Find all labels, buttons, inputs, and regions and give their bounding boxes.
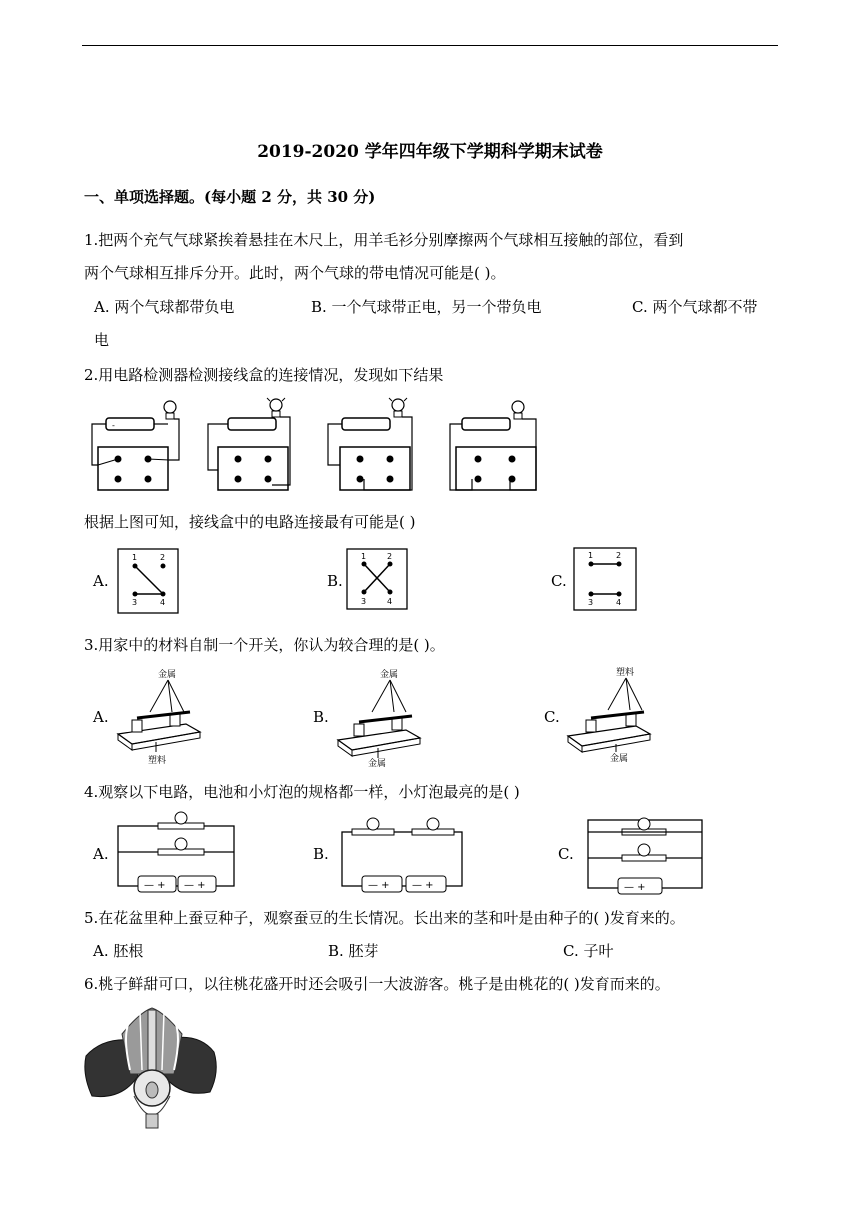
- q1-stem-line1: 1.把两个充气气球紧挨着悬挂在木尺上，用羊毛衫分别摩擦两个气球相互接触的部位，看到: [84, 231, 684, 249]
- svg-text:— +: — +: [624, 882, 646, 893]
- q3-b-top-label: 金属: [380, 670, 399, 680]
- q3-a-top-label: 金属: [158, 670, 177, 680]
- q2-option-c[interactable]: C.: [551, 572, 567, 590]
- svg-text:— +: — +: [412, 880, 434, 891]
- q2-option-a[interactable]: A.: [93, 572, 109, 590]
- tester-panel-4: [450, 401, 536, 490]
- q1-option-b[interactable]: B. 一个气球带正电，另一个带负电: [311, 298, 542, 316]
- terminal-4: 4: [160, 598, 166, 607]
- q2-option-b-box: [346, 548, 408, 610]
- q5-option-c[interactable]: C. 子叶: [563, 942, 614, 960]
- q3-option-b[interactable]: B.: [313, 708, 329, 726]
- q4-stem: 4.观察以下电路，电池和小灯泡的规格都一样，小灯泡最亮的是( ): [84, 783, 520, 801]
- q2-option-a-box: [117, 548, 179, 614]
- terminal-2: 2: [387, 552, 393, 561]
- peach-flower-diagram: [82, 1004, 222, 1129]
- section-heading: 一、单项选择题。(每小题 2 分，共 30 分): [84, 188, 376, 206]
- q3-a-bottom-label: 塑料: [148, 756, 167, 766]
- q1-option-a[interactable]: A. 两个气球都带负电: [94, 298, 235, 316]
- q3-switch-c: [564, 664, 664, 764]
- terminal-2: 2: [160, 553, 166, 562]
- q3-b-bottom-label: 金属: [368, 759, 387, 769]
- q6-stem: 6.桃子鲜甜可口，以往桃花盛开时还会吸引一大波游客。桃子是由桃花的( )发育而来的。: [84, 975, 670, 993]
- q2-option-b[interactable]: B.: [327, 572, 343, 590]
- q3-switch-a: [110, 666, 210, 766]
- terminal-1: 1: [361, 552, 367, 561]
- terminal-4: 4: [616, 598, 622, 607]
- q5-option-b[interactable]: B. 胚芽: [328, 942, 379, 960]
- q2-tester-figures: [84, 395, 554, 495]
- q3-stem: 3.用家中的材料自制一个开关，你认为较合理的是( )。: [84, 636, 445, 654]
- terminal-3: 3: [588, 598, 594, 607]
- tester-panel-2: [208, 398, 290, 490]
- q4-circuit-c: [586, 812, 706, 892]
- page-title: 2019-2020 学年四年级下学期科学期末试卷: [257, 142, 603, 162]
- q4-circuit-a: [116, 812, 240, 892]
- q1-stem-line2: 两个气球相互排斥分开。此时，两个气球的带电情况可能是( )。: [84, 264, 506, 282]
- q4-circuit-b: [340, 812, 466, 892]
- q3-c-top-label: 塑料: [616, 668, 635, 678]
- q5-stem: 5.在花盆里种上蚕豆种子，观察蚕豆的生长情况。长出来的茎和叶是由种子的( )发育来的。: [84, 909, 685, 927]
- svg-text:-: -: [112, 421, 115, 430]
- tester-panel-3: [328, 398, 412, 490]
- q3-c-bottom-label: 金属: [610, 754, 629, 764]
- q4-option-b[interactable]: B.: [313, 845, 329, 863]
- q1-option-c[interactable]: C. 两个气球都不带: [632, 298, 758, 316]
- q2-follow-question: 根据上图可知，接线盒中的电路连接最有可能是( ): [84, 513, 416, 531]
- q4-option-c[interactable]: C.: [558, 845, 574, 863]
- header-rule: [82, 45, 778, 46]
- terminal-2: 2: [616, 551, 622, 560]
- q1-option-c-continued: 电: [94, 331, 110, 349]
- svg-text:— +: — +: [184, 880, 206, 891]
- terminal-1: 1: [132, 553, 138, 562]
- terminal-1: 1: [588, 551, 594, 560]
- tester-panel-1: [92, 401, 179, 490]
- terminal-3: 3: [361, 597, 367, 606]
- svg-text:— +: — +: [144, 880, 166, 891]
- q5-option-a[interactable]: A. 胚根: [93, 942, 144, 960]
- svg-text:— +: — +: [368, 880, 390, 891]
- q3-option-c[interactable]: C.: [544, 708, 560, 726]
- q3-switch-b: [334, 666, 434, 769]
- q2-option-c-box: [573, 547, 637, 611]
- terminal-4: 4: [387, 597, 393, 606]
- q4-option-a[interactable]: A.: [93, 845, 109, 863]
- q2-stem: 2.用电路检测器检测接线盒的连接情况，发现如下结果: [84, 366, 444, 384]
- q3-option-a[interactable]: A.: [93, 708, 109, 726]
- terminal-3: 3: [132, 598, 138, 607]
